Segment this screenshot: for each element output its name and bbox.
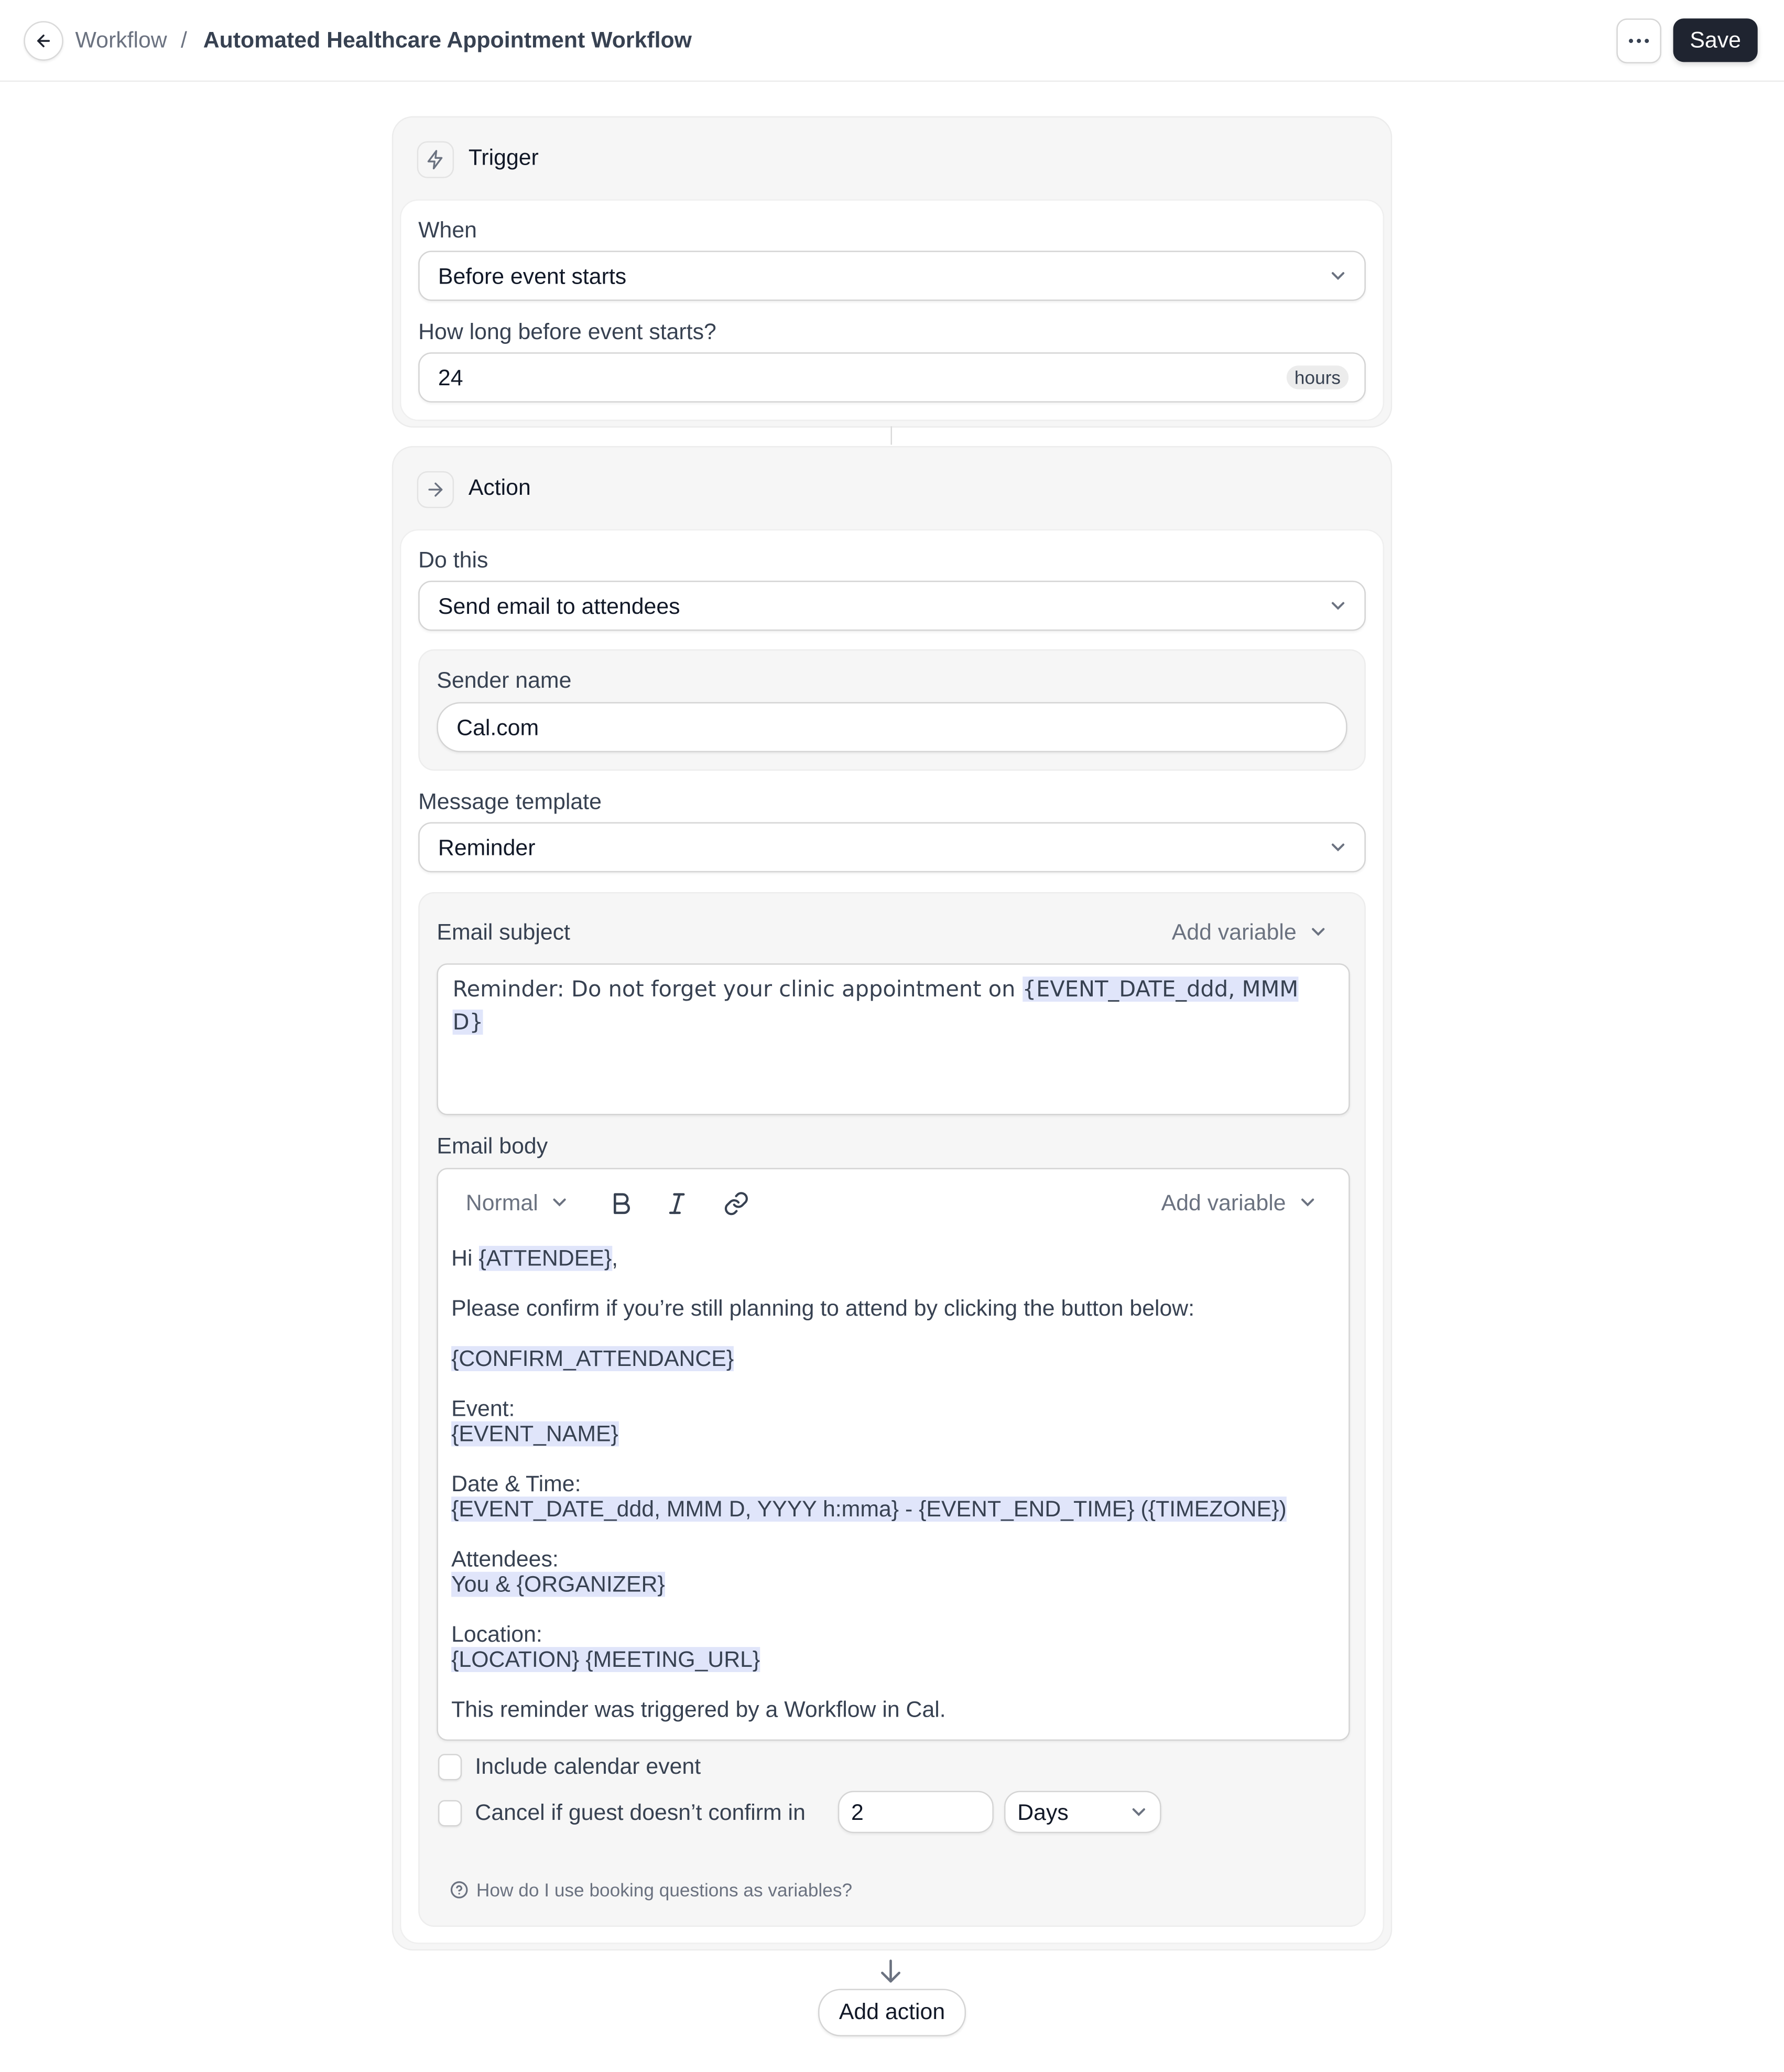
cancel-unconfirmed-label: Cancel if guest doesn’t confirm in: [475, 1800, 806, 1826]
offset-unit-badge: hours: [1287, 365, 1348, 389]
sender-name-label: Sender name: [437, 668, 572, 693]
trigger-card-header: [393, 117, 1390, 199]
top-bar: [0, 0, 1784, 82]
cancel-unconfirmed-checkbox[interactable]: [438, 1800, 462, 1826]
location-variable: {LOCATION} {MEETING_URL}: [451, 1647, 760, 1673]
trigger-icon-box: [417, 141, 454, 178]
arrow-right-icon: [425, 479, 446, 500]
more-options-button[interactable]: [1616, 18, 1661, 63]
action-title: Action: [468, 475, 531, 501]
help-link-text: How do I use booking questions as variables?: [476, 1879, 853, 1901]
action-card: [392, 446, 1392, 1950]
datetime-label: Date & Time:: [451, 1471, 581, 1497]
email-body-editor[interactable]: [437, 1168, 1350, 1741]
email-body-content: [451, 1246, 1335, 1722]
link-icon[interactable]: [723, 1190, 749, 1217]
include-calendar-label: Include calendar event: [475, 1754, 701, 1779]
sender-name-input[interactable]: [437, 702, 1347, 752]
chevron-down-icon: [1330, 839, 1346, 855]
attendees-label: Attendees:: [451, 1546, 559, 1572]
more-horizontal-icon: [1628, 38, 1649, 44]
email-subject-text: [453, 973, 1322, 1039]
bold-icon[interactable]: [611, 1192, 632, 1216]
arrow-left-icon: [34, 31, 52, 50]
confirm-attendance-variable: {CONFIRM_ATTENDANCE}: [451, 1346, 734, 1371]
offset-input[interactable]: [418, 352, 1366, 403]
message-template-select[interactable]: [418, 822, 1366, 873]
offset-label: How long before event starts?: [418, 319, 716, 345]
sender-name-value: Cal.com: [456, 715, 539, 741]
event-label: Event:: [451, 1396, 515, 1422]
breadcrumb-workflow[interactable]: Workflow: [75, 27, 167, 53]
datetime-variable: {EVENT_DATE_ddd, MMM D, YYYY h:mma} - {EVENT_END_TIME} ({TIMEZONE}): [451, 1496, 1287, 1522]
chevron-down-icon: [1131, 1804, 1147, 1820]
attendees-variable: You & {ORGANIZER}: [451, 1571, 665, 1597]
greeting-text: Hi: [451, 1245, 479, 1271]
add-action-button[interactable]: Add action: [818, 1989, 966, 2036]
action-card-header: [393, 448, 1390, 529]
block-type-dropdown[interactable]: [466, 1190, 567, 1217]
save-button[interactable]: Save: [1673, 18, 1758, 62]
chevron-down-icon: [1330, 598, 1346, 614]
email-subject-label: Email subject: [437, 919, 570, 945]
attendee-variable: {ATTENDEE}: [478, 1245, 612, 1271]
message-template-value: Reminder: [438, 835, 536, 861]
add-variable-label: Add variable: [1161, 1190, 1286, 1216]
email-subject-input[interactable]: [437, 963, 1350, 1115]
action-icon-box: [417, 471, 454, 508]
subject-variable: {EVENT_DATE_ddd, MMM D}: [452, 977, 1299, 1035]
subject-add-variable-button[interactable]: [1172, 920, 1326, 946]
message-template-label: Message template: [418, 789, 602, 815]
email-panel: [418, 892, 1366, 1927]
help-circle-icon: [450, 1881, 469, 1899]
lightning-icon: [425, 149, 446, 170]
flow-connector: [891, 426, 893, 444]
cancel-unit-select[interactable]: [1004, 1791, 1161, 1834]
body-add-variable-button[interactable]: [1161, 1190, 1316, 1217]
subject-static-text: Reminder: Do not forget your clinic appointment on: [452, 977, 1022, 1002]
arrow-down-icon: [876, 1957, 905, 1986]
offset-value: 24: [438, 365, 463, 391]
action-fields: [400, 529, 1384, 1944]
chevron-down-icon: [1300, 1195, 1316, 1210]
do-this-label: Do this: [418, 547, 488, 573]
greeting-suffix: ,: [612, 1245, 618, 1271]
do-this-value: Send email to attendees: [438, 594, 680, 619]
include-calendar-checkbox[interactable]: [438, 1754, 462, 1780]
block-type-label: Normal: [465, 1190, 538, 1216]
italic-icon[interactable]: [668, 1192, 686, 1216]
when-value: Before event starts: [438, 264, 627, 289]
trigger-fields: [400, 199, 1384, 421]
chevron-down-icon: [1330, 268, 1346, 284]
breadcrumb-separator: /: [180, 27, 187, 53]
email-body-label: Email body: [437, 1133, 548, 1159]
back-button[interactable]: [24, 21, 63, 61]
cancel-duration-value: 2: [851, 1800, 864, 1826]
location-label: Location:: [451, 1622, 542, 1647]
confirm-line: Please confirm if you’re still planning to attend by clicking the button below:: [451, 1296, 1195, 1321]
cancel-unit-value: Days: [1017, 1800, 1069, 1826]
trigger-title: Trigger: [468, 145, 539, 170]
cancel-duration-input[interactable]: [838, 1791, 994, 1834]
when-select[interactable]: [418, 251, 1366, 301]
booking-questions-help-link[interactable]: [450, 1879, 853, 1900]
page-title: Automated Healthcare Appointment Workflow: [203, 27, 692, 53]
do-this-select[interactable]: [418, 581, 1366, 631]
trigger-card: [392, 116, 1392, 428]
add-variable-label: Add variable: [1171, 919, 1297, 945]
event-name-variable: {EVENT_NAME}: [451, 1421, 618, 1447]
sender-name-panel: [418, 649, 1366, 771]
chevron-down-icon: [1311, 924, 1326, 939]
chevron-down-icon: [551, 1195, 567, 1210]
footer-line: This reminder was triggered by a Workflow in Cal.: [451, 1697, 946, 1722]
when-label: When: [418, 218, 477, 243]
